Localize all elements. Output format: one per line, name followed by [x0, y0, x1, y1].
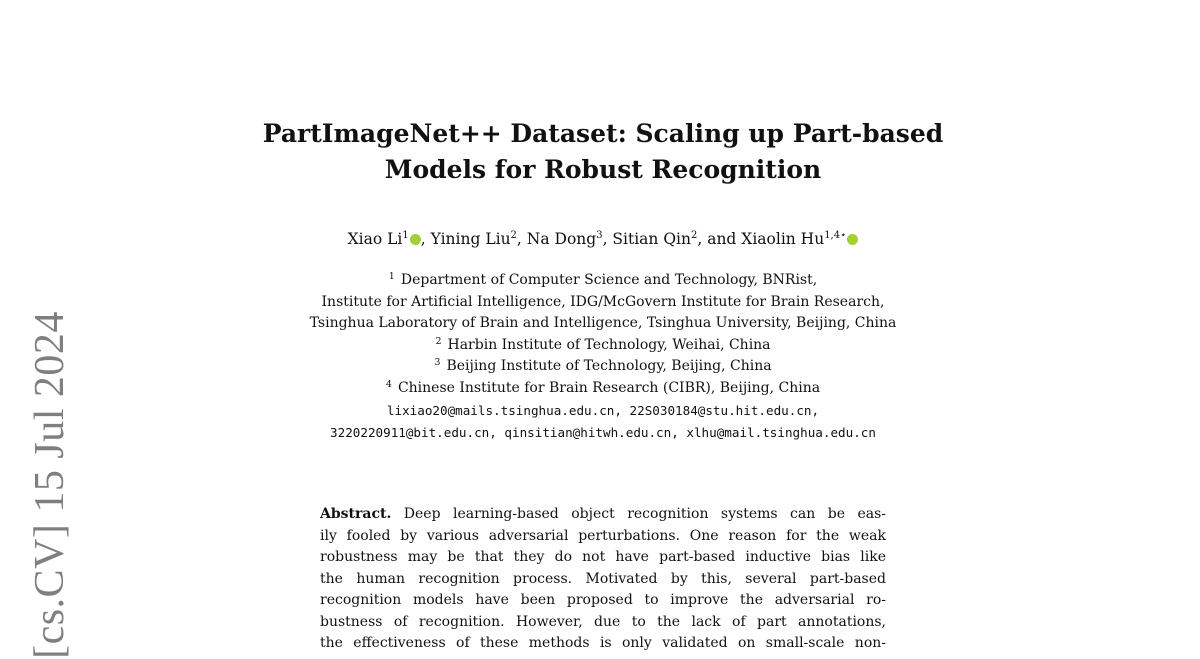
author-separator: , and — [697, 230, 742, 248]
affiliation-line — [200, 292, 1006, 314]
author-affiliation-mark: 3 — [596, 230, 603, 241]
author-separator: , — [516, 230, 527, 248]
affiliation-text: Department of Computer Science and Technology, BNRist, — [400, 272, 818, 288]
email-line-1[interactable]: lixiao20@mails.tsinghua.edu.cn, 22S030184@stu.hit.edu.cn, — [386, 403, 820, 418]
affiliation-text: Chinese Institute for Brain Research (CIBR), Beijing, China — [397, 379, 821, 396]
affiliation-list — [200, 270, 1006, 399]
author-affiliation-mark: 2 — [690, 230, 698, 241]
affiliation-mark: 2 — [435, 335, 442, 347]
affiliation-line — [200, 270, 1006, 292]
author-name: Xiao Li — [347, 230, 403, 248]
abstract-line: recognition models have been proposed to improve the adversarial ro- — [320, 592, 886, 608]
author-name: Na Dong — [526, 230, 597, 248]
author-affiliation-mark: 1,4⋆ — [824, 230, 847, 241]
author-separator: , — [602, 230, 613, 248]
affiliation-line — [200, 378, 1006, 400]
affiliation-text: Harbin Institute of Technology, Weihai, China — [447, 336, 771, 353]
abstract-line: ily fooled by various adversarial perturbations. One reason for the weak — [320, 527, 886, 544]
paper-title — [200, 116, 1006, 188]
abstract-line — [320, 504, 886, 526]
author-list — [200, 228, 1006, 250]
affiliation-line — [200, 335, 1006, 357]
affiliation-mark: 4 — [385, 378, 392, 390]
arxiv-side-stamp: [cs.CV] 15 Jul 2024 — [27, 311, 73, 659]
paper-title-line-2: Models for Robust Recognition — [384, 155, 822, 184]
affiliation-line — [200, 356, 1006, 378]
author-separator: , — [420, 230, 431, 248]
author-name: Sitian Qin — [612, 230, 691, 248]
author-affiliation-mark: 2 — [510, 230, 517, 241]
orcid-icon[interactable] — [847, 234, 858, 245]
abstract-line: the human recognition process. Motivated by this, several part-based — [320, 570, 886, 587]
abstract-line: the effectiveness of these methods is only validated on small-scale non- — [320, 635, 886, 651]
email-list — [200, 400, 1006, 443]
affiliation-text: Institute for Artificial Intelligence, IDG/McGovern Institute for Brain Research, — [321, 293, 885, 310]
affiliation-text: Beijing Institute of Technology, Beijing, China — [446, 358, 772, 374]
affiliation-line — [200, 313, 1006, 335]
abstract-section — [320, 504, 886, 655]
abstract-line: robustness may be that they do not have part-based inductive bias like — [320, 549, 886, 565]
affiliation-mark: 3 — [434, 357, 441, 368]
email-line-2[interactable]: 3220220911@bit.edu.cn, qinsitian@hitwh.edu.cn, xlhu@mail.tsinghua.edu.cn — [330, 424, 876, 440]
author-name: Xiaolin Hu — [741, 230, 825, 248]
abstract-line: bustness of recognition. However, due to the lack of part annotations, — [320, 613, 886, 630]
orcid-icon[interactable] — [410, 234, 421, 245]
abstract-text: Deep learning-based object recognition systems can be eas- — [403, 506, 886, 522]
paper-title-line-1: PartImageNet++ Dataset: Scaling up Part-based — [262, 119, 944, 148]
author-name: Yining Liu — [430, 230, 511, 248]
affiliation-mark: 1 — [388, 271, 395, 282]
author-affiliation-mark: 1 — [402, 230, 409, 241]
affiliation-text: Tsinghua Laboratory of Brain and Intelligence, Tsinghua University, Beijing, China — [309, 315, 897, 331]
abstract-label: Abstract. — [320, 506, 392, 522]
